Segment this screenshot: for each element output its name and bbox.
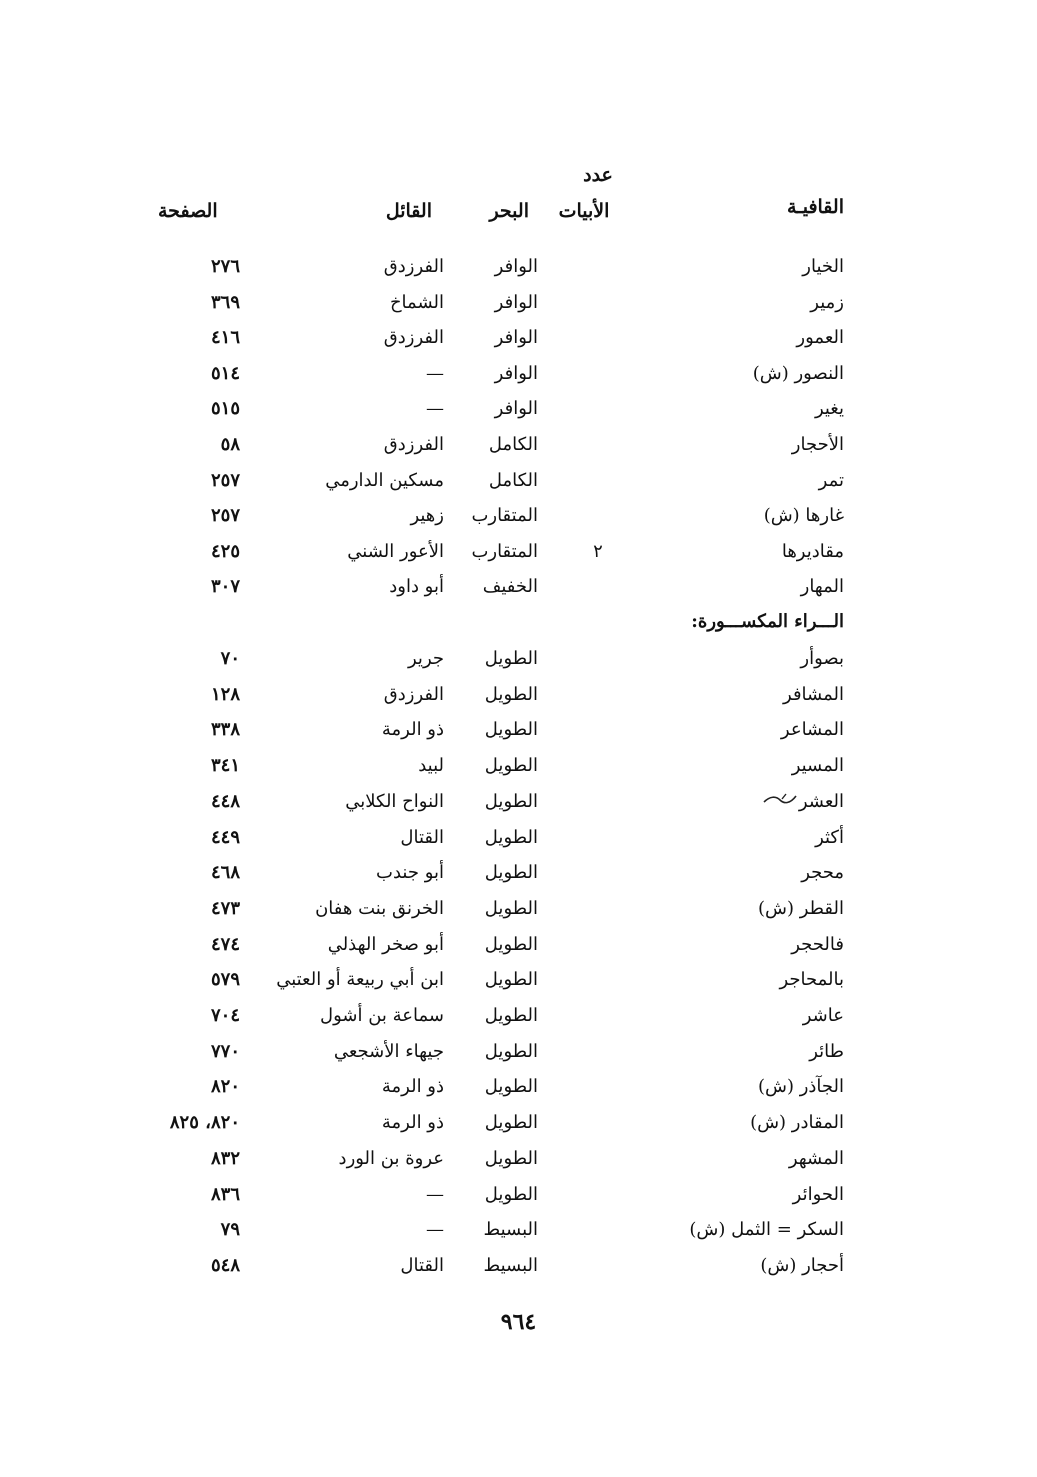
- qafiya-cell: المشافر: [783, 683, 844, 705]
- page-ref-cell: ٥١٤: [210, 362, 240, 384]
- bahr-cell: الطويل: [484, 719, 538, 741]
- qafiya-cell: الخيار: [802, 256, 844, 277]
- qafiya-cell: العشر: [798, 790, 844, 812]
- bahr-cell: الطويل: [484, 1112, 538, 1134]
- qail-cell: —: [426, 1183, 444, 1205]
- abyat-cell: ٢: [593, 540, 603, 562]
- page-ref-cell: ٤٤٩: [210, 826, 240, 848]
- bahr-cell: الوافر: [494, 398, 538, 420]
- page-ref-cell: ٧٠٤: [210, 1005, 240, 1026]
- page-ref-cell: ٢٥٧: [210, 505, 240, 527]
- bahr-cell: الكامل: [488, 434, 538, 455]
- page-ref-cell: ٥٤٨: [210, 1254, 240, 1276]
- qafiya-cell: أكثر: [815, 826, 844, 848]
- bahr-cell: الطويل: [484, 862, 538, 884]
- page-ref-cell: ٨٢٠: [210, 1076, 240, 1098]
- qail-cell: النواح الكلابي: [345, 790, 444, 812]
- bahr-cell: الطويل: [484, 1076, 538, 1098]
- qail-cell: الخرنق بنت هفان: [315, 897, 444, 919]
- page-ref-cell: ٨٣٢: [210, 1147, 240, 1169]
- qafiya-cell: تمر: [818, 469, 844, 491]
- page-ref-cell: ١٢٨: [210, 683, 240, 705]
- bahr-cell: الطويل: [484, 1147, 538, 1169]
- bahr-cell: البسيط: [483, 1219, 538, 1241]
- page-ref-cell: ٤٤٨: [210, 790, 240, 812]
- qafiya-cell: المقادر (ش): [750, 1112, 844, 1134]
- qail-cell: الأعور الشني: [347, 540, 444, 562]
- qafiya-cell: المهار: [800, 576, 844, 598]
- qafiya-cell: القطر (ش): [757, 897, 844, 919]
- qafiya-cell: عاشر: [802, 1005, 844, 1026]
- qafiya-cell: طائر: [809, 1040, 844, 1062]
- qail-cell: أبو صخر الهذلي: [327, 933, 444, 955]
- bahr-cell: الطويل: [484, 755, 538, 777]
- page-ref-cell: ٤٦٨: [210, 862, 240, 884]
- page-ref-cell: ٤٧٣: [210, 897, 240, 919]
- page-ref-cell: ٨٢٠، ٨٢٥: [169, 1112, 240, 1134]
- bahr-cell: الوافر: [494, 362, 538, 384]
- page-ref-cell: ٣٣٨: [210, 719, 240, 741]
- qail-cell: أبو جندب: [376, 862, 444, 884]
- qafiya-cell: الحوائر: [792, 1183, 844, 1205]
- qail-cell: عروة بن الورد: [338, 1147, 444, 1169]
- bahr-cell: الوافر: [494, 256, 538, 277]
- qafiya-cell: المشهر: [788, 1147, 844, 1169]
- page-ref-cell: ٣٠٧: [210, 576, 240, 598]
- bahr-cell: الوافر: [494, 291, 538, 313]
- handwritten-mark-icon: [760, 790, 800, 810]
- qail-cell: ذو الرمة: [381, 1076, 444, 1098]
- bahr-cell: الطويل: [484, 969, 538, 991]
- page-ref-cell: ٧٠: [220, 648, 240, 669]
- bahr-cell: البسيط: [483, 1254, 538, 1276]
- qafiya-cell: بالمحاجر: [779, 969, 844, 991]
- header-abyat-top: عدد: [583, 164, 613, 186]
- page-ref-cell: ٤٧٤: [210, 933, 240, 955]
- page-ref-cell: ٥١٥: [210, 398, 240, 420]
- qail-cell: الفرزدق: [383, 327, 444, 349]
- page-ref-cell: ٤١٦: [210, 327, 240, 349]
- bahr-cell: الطويل: [484, 1040, 538, 1062]
- qafiya-cell: أحجار (ش): [760, 1254, 844, 1276]
- section-title: الـــراء المكســـورة:: [691, 611, 844, 632]
- qafiya-cell: مقاديرها: [781, 540, 844, 562]
- qail-cell: مسكين الدارمي: [325, 469, 444, 491]
- page-ref-cell: ٥٨: [220, 434, 240, 455]
- page-ref-cell: ٧٧٠: [210, 1040, 240, 1062]
- header-qail: القائل: [385, 200, 432, 222]
- qail-cell: زهير: [410, 505, 444, 527]
- bahr-cell: الوافر: [494, 327, 538, 349]
- qafiya-cell: المشاعر: [780, 719, 844, 741]
- page-ref-cell: ٥٧٩: [210, 969, 240, 991]
- bahr-cell: الخفيف: [482, 576, 538, 598]
- page-ref-cell: ٣٦٩: [210, 291, 240, 313]
- qafiya-cell: بصوأر: [800, 648, 844, 669]
- qail-cell: سماعة بن أشول: [320, 1005, 444, 1026]
- qail-cell: الفرزدق: [383, 256, 444, 277]
- qail-cell: ذو الرمة: [381, 1112, 444, 1134]
- qail-cell: القتال: [400, 826, 444, 848]
- qafiya-cell: فالحجر: [791, 933, 844, 955]
- qail-cell: —: [426, 398, 444, 420]
- qail-cell: الفرزدق: [383, 683, 444, 705]
- page-ref-cell: ٢٥٧: [210, 469, 240, 491]
- bahr-cell: الطويل: [484, 790, 538, 812]
- qail-cell: جيهاء الأشجعي: [333, 1040, 444, 1062]
- qail-cell: لبيد: [418, 755, 444, 777]
- qafiya-cell: المسير: [791, 755, 844, 777]
- qail-cell: الشماخ: [389, 291, 444, 313]
- page-ref-cell: ٨٣٦: [210, 1183, 240, 1205]
- qail-cell: الفرزدق: [383, 434, 444, 455]
- qafiya-cell: محجر: [801, 862, 844, 884]
- bahr-cell: الطويل: [484, 826, 538, 848]
- bahr-cell: الكامل: [488, 469, 538, 491]
- qafiya-cell: النصور (ش): [752, 362, 844, 384]
- header-qafiya: القافيـة: [786, 196, 844, 218]
- bahr-cell: الطويل: [484, 933, 538, 955]
- header-page: الصفحة: [158, 200, 218, 222]
- qafiya-cell: غارها (ش): [763, 505, 844, 527]
- qafiya-cell: السكر = الثمل (ش): [689, 1219, 844, 1241]
- header-abyat: الأبيات: [558, 200, 610, 222]
- qail-cell: —: [426, 1219, 444, 1241]
- bahr-cell: الطويل: [484, 1183, 538, 1205]
- bahr-cell: الطويل: [484, 648, 538, 669]
- bahr-cell: الطويل: [484, 683, 538, 705]
- qail-cell: ابن أبي ربيعة أو العتبي: [276, 969, 444, 991]
- bahr-cell: الطويل: [484, 897, 538, 919]
- qail-cell: —: [426, 362, 444, 384]
- qafiya-cell: الأحجار: [791, 434, 844, 455]
- bahr-cell: المتقارب: [471, 540, 538, 562]
- page-ref-cell: ٧٩: [220, 1219, 240, 1241]
- qafiya-cell: الجآذر (ش): [757, 1076, 844, 1098]
- qafiya-cell: زمير: [810, 291, 844, 313]
- page-number: ٩٦٤: [500, 1309, 537, 1335]
- qail-cell: أبو داود: [389, 576, 444, 598]
- qafiya-cell: يغير: [814, 398, 844, 420]
- page-ref-cell: ٢٧٦: [210, 256, 240, 277]
- qail-cell: جرير: [408, 648, 444, 669]
- qail-cell: ذو الرمة: [381, 719, 444, 741]
- qafiya-cell: العمور: [796, 327, 844, 349]
- page-ref-cell: ٤٢٥: [210, 540, 240, 562]
- page-ref-cell: ٣٤١: [210, 755, 240, 777]
- qail-cell: القتال: [400, 1254, 444, 1276]
- bahr-cell: المتقارب: [471, 505, 538, 527]
- bahr-cell: الطويل: [484, 1005, 538, 1026]
- header-bahr: البحر: [489, 200, 529, 222]
